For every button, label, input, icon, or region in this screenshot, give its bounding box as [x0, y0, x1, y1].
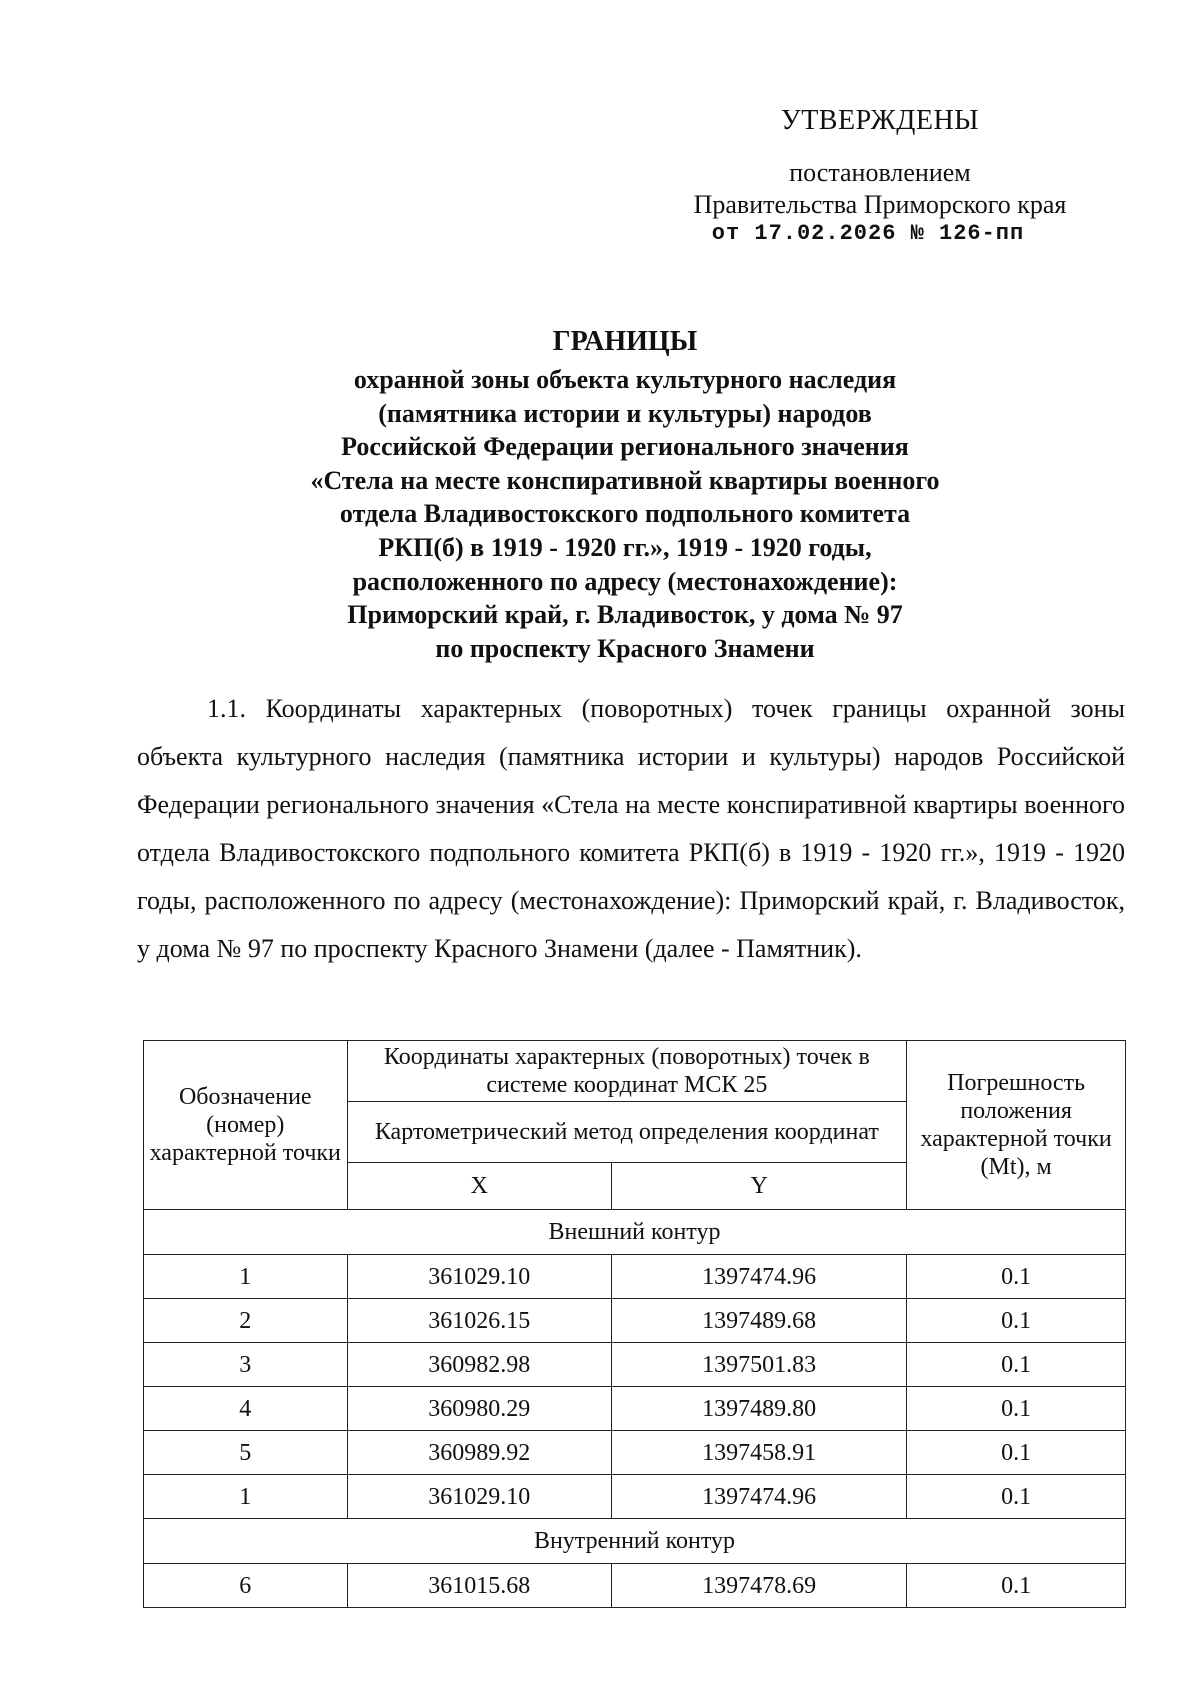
table-header-row	[144, 1041, 1126, 1102]
coord-x: 361026.15	[347, 1299, 612, 1343]
point-error: 0.1	[907, 1475, 1126, 1519]
approval-block	[640, 105, 1120, 247]
title-line: Приморский край, г. Владивосток, у дома № 97	[347, 600, 903, 630]
coord-y: 1397489.80	[612, 1387, 907, 1431]
coord-y: 1397474.96	[612, 1475, 907, 1519]
coord-x: 360989.92	[347, 1431, 612, 1475]
point-number: 3	[144, 1343, 348, 1387]
table-row	[144, 1255, 1126, 1299]
approval-line-2: Правительства Приморского края	[693, 190, 1067, 219]
body-paragraph: 1.1. Координаты характерных (поворотных) точек границы охранной зоны объекта культурного наследия (памятника истории и культуры) народов Российской Федерации регионального значения «Стела на месте конспиративной квартиры военного отдела Владивостокского подпольного комитета РКП(б) в 1919 - 1920 гг.», 1919 - 1920 годы, расположенного по адресу (местонахождение): Приморский край, г. Владивосток, у дома № 97 по проспекту Красного Знамени (далее - Памятник).	[137, 694, 1125, 963]
coord-y: 1397478.69	[612, 1564, 907, 1608]
point-number: 6	[144, 1564, 348, 1608]
coord-x: 360980.29	[347, 1387, 612, 1431]
table-row	[144, 1431, 1126, 1475]
approval-heading: УТВЕРЖДЕНЫ	[780, 105, 980, 136]
point-error: 0.1	[907, 1431, 1126, 1475]
coordinates-table	[143, 1040, 1126, 1608]
coord-y: 1397474.96	[612, 1255, 907, 1299]
section-label: Внутренний контур	[144, 1519, 1126, 1564]
title-heading: ГРАНИЦЫ	[552, 326, 698, 357]
table-row	[144, 1343, 1126, 1387]
point-error: 0.1	[907, 1564, 1126, 1608]
point-number: 1	[144, 1255, 348, 1299]
approval-line-1: постановлением	[789, 158, 971, 187]
header-coords-system: Координаты характерных (поворотных) точек в системе координат МСК 25	[347, 1041, 907, 1102]
point-number: 1	[144, 1475, 348, 1519]
point-number: 5	[144, 1431, 348, 1475]
coord-x: 360982.98	[347, 1343, 612, 1387]
header-designation: Обозначение (номер) характерной точки	[144, 1041, 348, 1210]
title-line: (памятника истории и культуры) народов	[378, 398, 872, 428]
coord-x: 361029.10	[347, 1255, 612, 1299]
point-error: 0.1	[907, 1343, 1126, 1387]
approval-gap	[640, 137, 1120, 157]
table-row	[144, 1299, 1126, 1343]
point-number: 4	[144, 1387, 348, 1431]
point-error: 0.1	[907, 1299, 1126, 1343]
section-row-inner	[144, 1519, 1126, 1564]
header-error: Погрешность положения характерной точки (Mt), м	[907, 1041, 1126, 1210]
approval-date-number: от 17.02.2026 № 126-пп	[711, 221, 1025, 246]
document-title	[180, 325, 1070, 665]
coord-y: 1397489.68	[612, 1299, 907, 1343]
table-row	[144, 1564, 1126, 1608]
title-line: расположенного по адресу (местонахождение):	[352, 566, 898, 596]
title-line: «Стела на месте конспиративной квартиры военного	[310, 465, 940, 495]
title-line: РКП(б) в 1919 - 1920 гг.», 1919 - 1920 годы,	[378, 532, 872, 562]
section-row-outer	[144, 1210, 1126, 1255]
coord-y: 1397458.91	[612, 1431, 907, 1475]
point-error: 0.1	[907, 1387, 1126, 1431]
table-row	[144, 1387, 1126, 1431]
coord-x: 361015.68	[347, 1564, 612, 1608]
title-line: по проспекту Красного Знамени	[435, 633, 815, 663]
coord-y: 1397501.83	[612, 1343, 907, 1387]
title-line: охранной зоны объекта культурного наследия	[353, 365, 897, 394]
point-error: 0.1	[907, 1255, 1126, 1299]
title-line: отдела Владивостокского подпольного комитета	[339, 499, 911, 529]
header-y: Y	[612, 1163, 907, 1210]
table-row	[144, 1475, 1126, 1519]
coord-x: 361029.10	[347, 1475, 612, 1519]
header-method: Картометрический метод определения координат	[347, 1102, 907, 1163]
section-label: Внешний контур	[144, 1210, 1126, 1255]
point-number: 2	[144, 1299, 348, 1343]
title-line: Российской Федерации регионального значения	[341, 432, 909, 462]
header-x: X	[347, 1163, 612, 1210]
